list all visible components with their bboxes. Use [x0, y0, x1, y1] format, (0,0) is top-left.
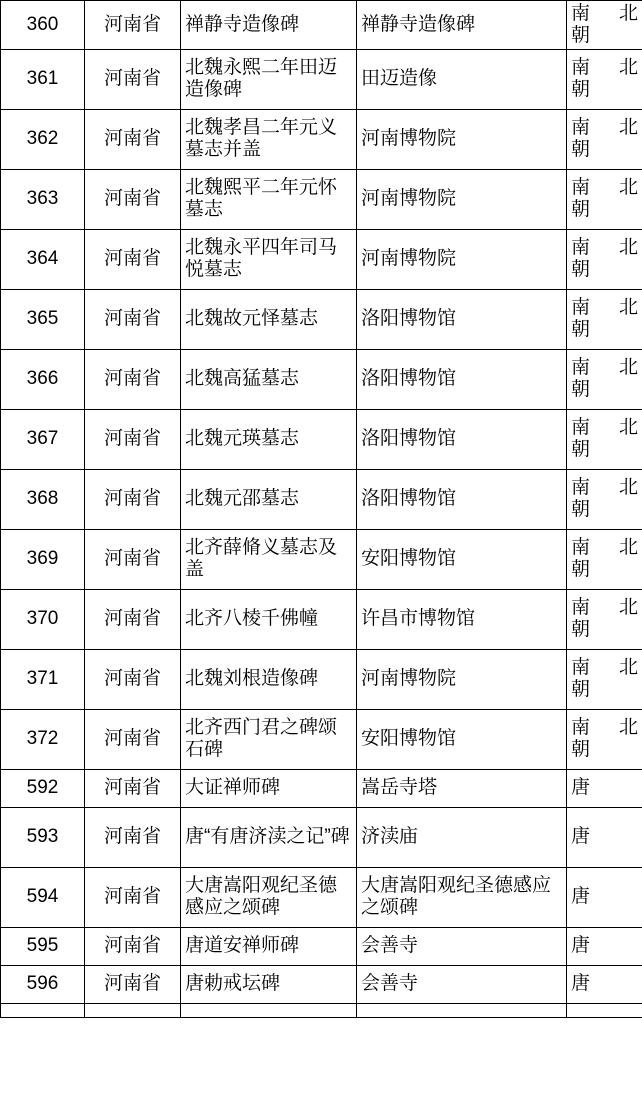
cell-relic-name: 北魏元瑛墓志 [181, 409, 357, 469]
table-row [1, 469, 642, 529]
cell-location: 洛阳博物馆 [357, 469, 567, 529]
cell-province: 河南省 [85, 109, 181, 169]
cell-relic-name: 北魏孝昌二年元义墓志并盖 [181, 109, 357, 169]
cell-serial-number: 593 [1, 807, 85, 867]
cell-serial-number: 372 [1, 709, 85, 769]
table-row [1, 289, 642, 349]
cell-relic-name: 大唐嵩阳观纪圣德感应之颂碑 [181, 867, 357, 927]
cell-relic-name: 唐道安禅师碑 [181, 927, 357, 965]
table-row-partial [1, 1003, 642, 1017]
cell-era: 南 北 朝 [567, 229, 642, 289]
cell-relic-name: 北魏高猛墓志 [181, 349, 357, 409]
cell-province: 河南省 [85, 709, 181, 769]
cell-era: 南 北 朝 [567, 469, 642, 529]
cell-empty [181, 1003, 357, 1017]
table-row [1, 1, 642, 50]
cell-serial-number: 370 [1, 589, 85, 649]
cell-era: 南 北 朝 [567, 1, 642, 50]
cell-relic-name: 北齐八棱千佛幢 [181, 589, 357, 649]
table-row [1, 807, 642, 867]
cell-location: 洛阳博物馆 [357, 349, 567, 409]
cell-serial-number: 595 [1, 927, 85, 965]
cell-location: 河南博物院 [357, 109, 567, 169]
table-row [1, 49, 642, 109]
cell-relic-name: 唐“有唐济渎之记”碑 [181, 807, 357, 867]
cell-province: 河南省 [85, 867, 181, 927]
table-row [1, 769, 642, 807]
cell-relic-name: 北魏刘根造像碑 [181, 649, 357, 709]
cell-era: 南 北 朝 [567, 49, 642, 109]
cell-province: 河南省 [85, 49, 181, 109]
cell-era: 南 北 朝 [567, 709, 642, 769]
table-row [1, 169, 642, 229]
cell-era: 南 北 朝 [567, 289, 642, 349]
table-row [1, 965, 642, 1003]
cell-location: 济渎庙 [357, 807, 567, 867]
cell-era: 南 北 朝 [567, 349, 642, 409]
cell-era: 南 北 朝 [567, 529, 642, 589]
cell-empty [85, 1003, 181, 1017]
cell-serial-number: 592 [1, 769, 85, 807]
cell-location: 嵩岳寺塔 [357, 769, 567, 807]
cell-location: 安阳博物馆 [357, 529, 567, 589]
cell-era: 唐 [567, 927, 642, 965]
cell-province: 河南省 [85, 589, 181, 649]
cell-era: 唐 [567, 807, 642, 867]
cell-province: 河南省 [85, 769, 181, 807]
cell-province: 河南省 [85, 169, 181, 229]
cell-era: 唐 [567, 867, 642, 927]
cell-province: 河南省 [85, 807, 181, 867]
cell-serial-number: 367 [1, 409, 85, 469]
cell-serial-number: 594 [1, 867, 85, 927]
cell-serial-number: 365 [1, 289, 85, 349]
cell-province: 河南省 [85, 649, 181, 709]
table-row [1, 409, 642, 469]
cell-serial-number: 364 [1, 229, 85, 289]
cell-serial-number: 361 [1, 49, 85, 109]
cell-relic-name: 北魏永熙二年田迈造像碑 [181, 49, 357, 109]
cell-era: 唐 [567, 769, 642, 807]
cell-relic-name: 唐勅戒坛碑 [181, 965, 357, 1003]
cell-province: 河南省 [85, 1, 181, 50]
cell-era: 南 北 朝 [567, 589, 642, 649]
table-row [1, 649, 642, 709]
cell-location: 洛阳博物馆 [357, 289, 567, 349]
cell-relic-name: 北魏熙平二年元怀墓志 [181, 169, 357, 229]
cell-relic-name: 北魏永平四年司马悦墓志 [181, 229, 357, 289]
table-row [1, 229, 642, 289]
cell-location: 会善寺 [357, 927, 567, 965]
cell-province: 河南省 [85, 965, 181, 1003]
table-row [1, 709, 642, 769]
cell-location: 河南博物院 [357, 169, 567, 229]
cell-serial-number: 360 [1, 1, 85, 50]
cell-relic-name: 北齐薛脩义墓志及盖 [181, 529, 357, 589]
cell-location: 河南博物院 [357, 229, 567, 289]
cell-province: 河南省 [85, 409, 181, 469]
cell-location: 禅静寺造像碑 [357, 1, 567, 50]
cell-serial-number: 363 [1, 169, 85, 229]
cell-serial-number: 362 [1, 109, 85, 169]
cell-location: 田迈造像 [357, 49, 567, 109]
cell-location: 大唐嵩阳观纪圣德感应之颂碑 [357, 867, 567, 927]
cell-era: 南 北 朝 [567, 649, 642, 709]
cell-location: 河南博物院 [357, 649, 567, 709]
cell-era: 南 北 朝 [567, 169, 642, 229]
cell-province: 河南省 [85, 349, 181, 409]
cell-location: 会善寺 [357, 965, 567, 1003]
cell-serial-number: 596 [1, 965, 85, 1003]
table-row [1, 529, 642, 589]
cell-location: 许昌市博物馆 [357, 589, 567, 649]
cell-relic-name: 北魏元邵墓志 [181, 469, 357, 529]
cell-serial-number: 369 [1, 529, 85, 589]
cell-relic-name: 北齐西门君之碑颂石碑 [181, 709, 357, 769]
cell-province: 河南省 [85, 529, 181, 589]
table-row [1, 589, 642, 649]
table-row [1, 927, 642, 965]
cell-serial-number: 371 [1, 649, 85, 709]
cell-province: 河南省 [85, 469, 181, 529]
cell-empty [1, 1003, 85, 1017]
cell-province: 河南省 [85, 289, 181, 349]
table-row [1, 349, 642, 409]
cell-serial-number: 366 [1, 349, 85, 409]
table-row [1, 109, 642, 169]
cell-province: 河南省 [85, 927, 181, 965]
cell-relic-name: 禅静寺造像碑 [181, 1, 357, 50]
table-row [1, 867, 642, 927]
cell-relic-name: 北魏故元怿墓志 [181, 289, 357, 349]
cell-empty [357, 1003, 567, 1017]
cell-era: 南 北 朝 [567, 409, 642, 469]
cell-empty [567, 1003, 642, 1017]
cell-province: 河南省 [85, 229, 181, 289]
cell-era: 唐 [567, 965, 642, 1003]
cell-relic-name: 大证禅师碑 [181, 769, 357, 807]
cell-serial-number: 368 [1, 469, 85, 529]
cell-location: 洛阳博物馆 [357, 409, 567, 469]
cell-location: 安阳博物馆 [357, 709, 567, 769]
cell-era: 南 北 朝 [567, 109, 642, 169]
